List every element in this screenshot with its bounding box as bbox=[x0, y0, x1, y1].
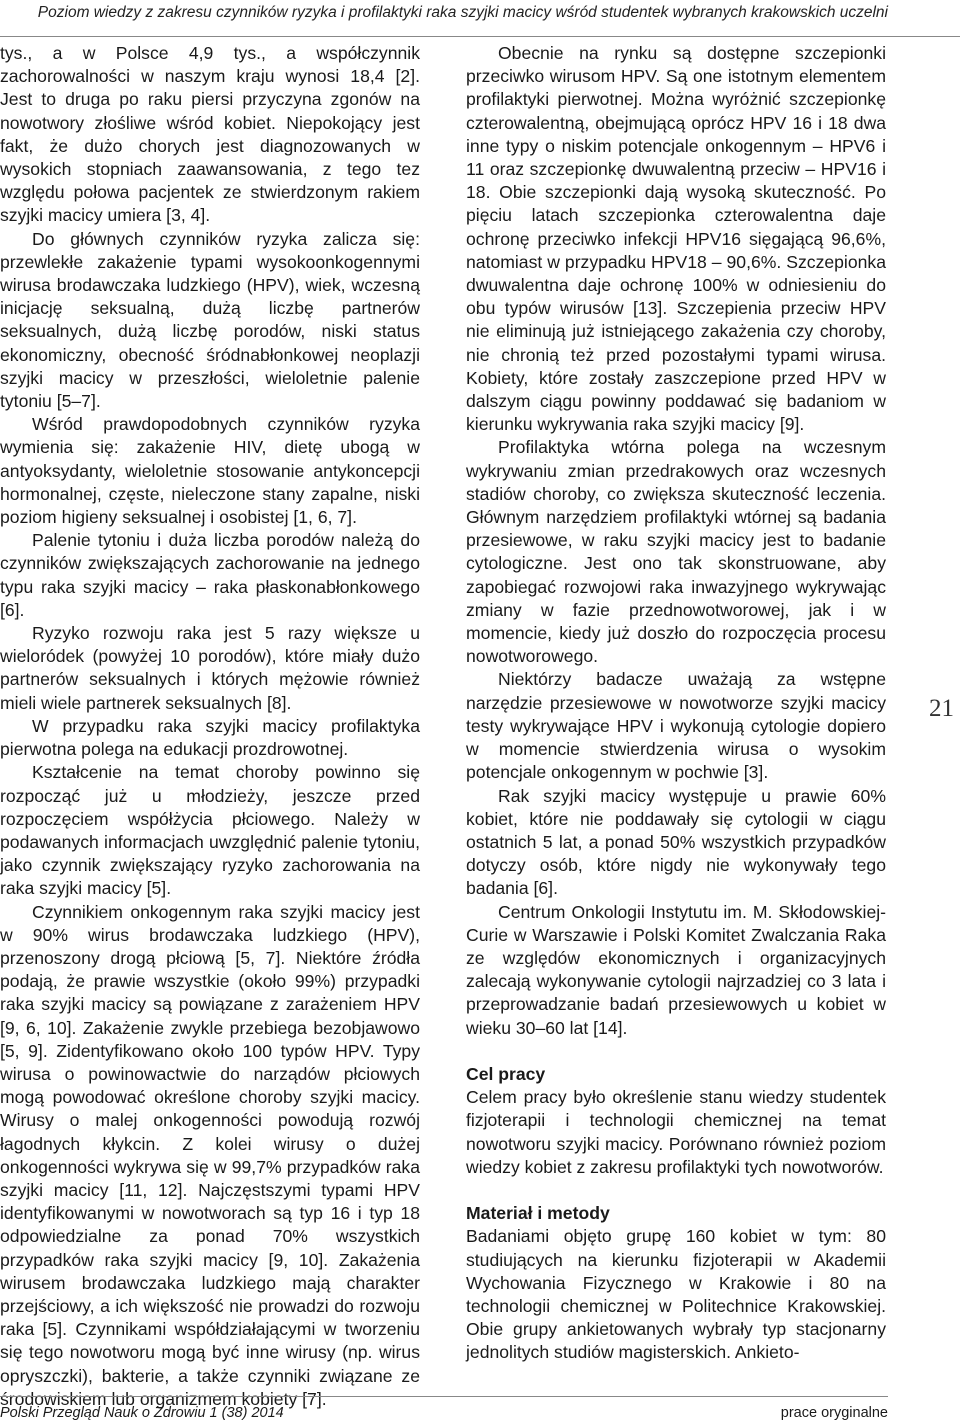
paragraph: Rak szyjki macicy występuje u prawie 60% kobiet, które nie poddawały się cytologii w ciągu ostatnich 5 lat, a ponad 50% wszystkich przypadków dotyczy osób, które nigdy nie wykonywały tego badania [6]. bbox=[466, 785, 886, 899]
paragraph: Wśród prawdopodobnych czynników ryzyka wymienia się: zakażenie HIV, dietę ubogą w antyoksydanty, wieloletnie stosowanie antykoncepcji hormonalnej, częste, nieleczone stany zapalne, niski poziom higieny seksualnej i osobistej [1, 6, 7]. bbox=[0, 414, 420, 528]
page-number: 21 bbox=[929, 695, 954, 722]
paragraph: Celem pracy było określenie stanu wiedzy studentek fizjoterapii i technologii chemicznej na temat nowotworu szyjki macicy. Porównano również poziom wiedzy kobiet z zakresu profilaktyki tych nowotworów. bbox=[466, 1087, 886, 1177]
paragraph: Centrum Onkologii Instytutu im. M. Skłodowskiej-Curie w Warszawie i Polski Komitet Zwalczania Raka ze względów ekonomicznych i organizacyjnych zalecają wykonywanie cytologii najrzadziej co 3 lata i przeprowadzanie badań przesiewowych u kobiet w wieku 30–60 lat [14]. bbox=[466, 901, 886, 1038]
paragraph: Czynnikiem onkogennym raka szyjki macicy jest w 90% wirus brodawczaka ludzkiego (HPV), przenoszony drogą płciową [5, 7]. Niektóre źródła podają, że prawie wszystkie (około 99%) przypadki raka szyjki macicy są powiązane z zarażeniem HPV [9, 6, 10]. Zakażenie zwykle przebiega bezobjawowo [5, 9]. Zidentyfikowano około 100 typów HPV. Typy wirusa o powinowactwie do narządów płciowych mogą powodować określone choroby szyjki macicy. Wirusy o malej onkogenności powodują rozwój łagodnych kłykcin. Z kolei wirusy o dużej onkogenności wykrywa się w 99,7% przypadków raka szyjki macicy [11, 12]. Najczęstszymi typami HPV identyfikowanymi w nowotworach są typ 16 i typ 18 odpowiedzialne za ponad 70% wszystkich przypadków raka szyjki macicy [9, 10]. Zakażenia wirusem brodawczaka ludzkiego mają charakter przejściowy, a ich większość nie prowadzi do rozwoju raka [5]. Czynnikami współdziałającymi w tworzeniu się tego nowotworu mogą być inne wirusy (np. wirus opryszczki), bakterie, a także czynniki związane ze środowiskiem lub organizmem kobiety [7]. bbox=[0, 901, 420, 1409]
paragraph: Ryzyko rozwoju raka jest 5 razy większe u wieloródek (powyżej 10 porodów), które miały dużo partnerów seksualnych i których mężowie również mieli wiele partnerek seksualnych [8]. bbox=[0, 623, 420, 713]
section-heading-material-i-metody: Materiał i metody bbox=[466, 1203, 610, 1224]
running-header bbox=[0, 0, 960, 37]
left-column bbox=[0, 42, 420, 1411]
paragraph: tys., a w Polsce 4,9 tys., a współczynnik zachorowalności w naszym kraju wynosi 18,4 [2]. Jest to druga po raku piersi przyczyna zgonów na nowotwory złośliwe wśród kobiet. Niepokojący jest fakt, że dużo chorych jest diagnozowanych w wysokich stopniach zaawansowania, z tego tez względu połowa pacjentek ze stwierdzonym rakiem szyjki macicy umiera [3, 4]. bbox=[0, 43, 420, 226]
footer bbox=[0, 1396, 888, 1427]
footer-journal: Polski Przegląd Nauk o Zdrowiu 1 (38) 2014 bbox=[0, 1405, 284, 1421]
paragraph: Profilaktyka wtórna polega na wczesnym wykrywaniu zmian przedrakowych oraz wczesnych stadiów choroby, co zwiększa skuteczność leczenia. Głównym narzędziem profilaktyki wtórnej są badania przesiewowe, w raku szyjki macicy jest to badanie cytologiczne. Jest ono tak skonstruowane, aby zapobiegać rozwojowi raka inwazyjnego wykrywając zmiany w fazie przednowotworowej, jak i w momencie, kiedy już doszło do rozpoczęcia procesu nowotworowego. bbox=[466, 437, 886, 667]
paragraph: Do głównych czynników ryzyka zalicza się: przewlekłe zakażenie typami wysokoonkogennymi wirusa brodawczaka ludzkiego (HPV), wiek, wczesną inicjację seksualną, dużą liczbę partnerów seksualnych, dużą liczbę porodów, niski status ekonomiczny, obecność śródnabłonkowej neoplazji szyjki macicy w przeszłości, wieloletnie palenie tytoniu [5–7]. bbox=[0, 228, 420, 412]
paragraph: Palenie tytoniu i duża liczba porodów należą do czynników zwiększających zachorowanie na jednego typu raka szyjki macicy – raka płaskonabłonkowego [6]. bbox=[0, 530, 420, 620]
paragraph: W przypadku raka szyjki macicy profilaktyka pierwotna polega na edukacji prozdrowotnej. bbox=[0, 715, 420, 760]
section-heading-cel-pracy: Cel pracy bbox=[466, 1063, 546, 1084]
running-title: Poziom wiedzy z zakresu czynników ryzyka i profilaktyki raka szyjki macicy wśród studentek wybranych krakowskich uczelni bbox=[37, 4, 888, 21]
right-column bbox=[466, 42, 886, 1365]
paragraph: Obecnie na rynku są dostępne szczepionki przeciwko wirusom HPV. Są one istotnym elementem profilaktyki pierwotnej. Można wyróżnić szczepionkę czterowalentną, obejmującą oprócz HPV 16 i 18 dwa inne typy o niskim potencjale onkogennym – HPV6 i 11 oraz szczepionkę dwuwalentną przeciw – HPV16 i 18. Obie szczepionki dają wysoką skuteczność. Po pięciu latach szczepionka czterowalentna daje ochronę przeciwko infekcji HPV16 sięgającą 96,6%, natomiast w przypadku HPV18 – 90,6%. Szczepionka dwuwalentna daje ochronę 100% w odniesieniu do obu typów wirusów [13]. Szczepienia przeciw HPV nie eliminują już istniejącego zakażenia czy choroby, nie chronią też przed pozostałymi typami wirusa. Kobiety, które zostały zaszczepione przed HPV w dalszym ciągu powinny poddawać się badaniom w kierunku wykrywania raka szyjki macicy [9]. bbox=[466, 43, 886, 435]
paragraph: Badaniami objęto grupę 160 kobiet w tym: 80 studiujących na kierunku fizjoterapii w Akademii Wychowania Fizycznego w Krakowie i 80 na technologii chemicznej w Politechnice Krakowskiej. Obie grupy ankietowanych wybrały typ stacjonarny jednolitych studiów magisterskich. Ankieto- bbox=[466, 1226, 886, 1363]
paragraph: Kształcenie na temat choroby powinno się rozpocząć już u młodzieży, jeszcze przed rozpoczęciem współżycia płciowego. Należy w podawanych informacjach uwzględnić palenie tytoniu, jako czynnik zwiększający ryzyko zachorowania na raka szyjki macicy [5]. bbox=[0, 762, 420, 899]
paragraph: Niektórzy badacze uważają za wstępne narzędzie przesiewowe w nowotworze szyjki macicy testy wykrywające HPV i wykonują cytologie dopiero w momencie stwierdzenia wirusa o wysokim potencjale onkogennym w pochwie [3]. bbox=[466, 669, 886, 783]
footer-section: prace oryginalne bbox=[780, 1405, 888, 1421]
